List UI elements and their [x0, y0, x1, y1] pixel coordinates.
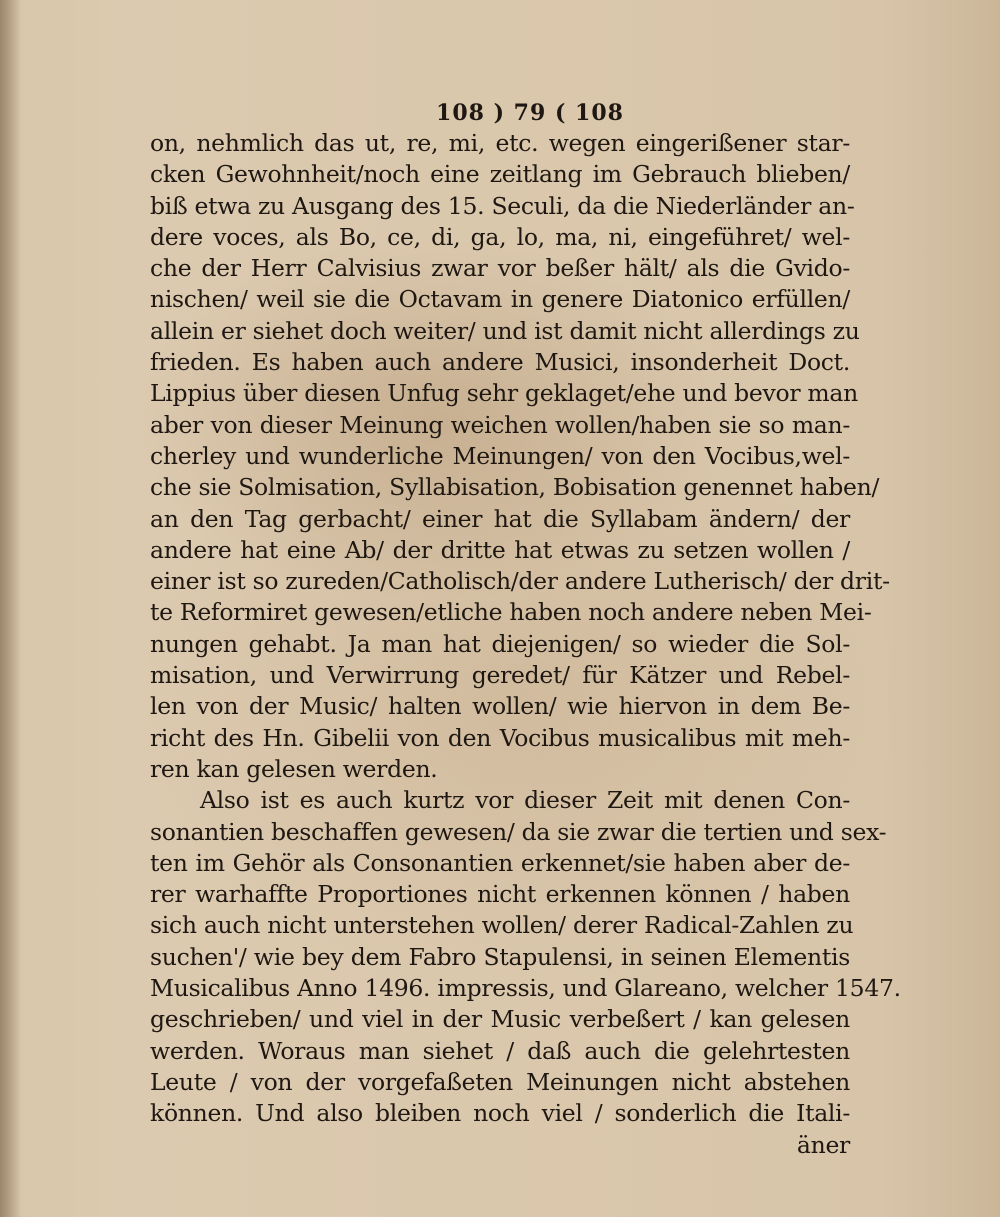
page-text-block [150, 100, 901, 1161]
text-line: andere hat eine Ab/ der dritte hat etwas zu setzen wollen / [150, 535, 850, 564]
text-line: richt des Hn. Gibelii von den Vocibus musicalibus mit meh- [150, 723, 850, 752]
text-line: Leute / von der vorgefaßeten Meinungen nicht abstehen [150, 1067, 850, 1096]
text-line: sonantien beschaffen gewesen/ da sie zwar die tertien und sex- [150, 817, 887, 846]
text-line: te Reformiret gewesen/etliche haben noch andere neben Mei- [150, 598, 872, 627]
text-line: ten im Gehör als Consonantien erkennet/sie haben aber de- [150, 848, 850, 877]
text-line: aber von dieser Meinung weichen wollen/haben sie so man- [150, 410, 850, 439]
text-line: nischen/ weil sie die Octavam in genere Diatonico erfüllen/ [150, 285, 850, 314]
text-line: che sie Solmisation, Syllabisation, Bobisation genennet haben/ [150, 473, 880, 502]
text-line: an den Tag gerbacht/ einer hat die Syllabam ändern/ der [150, 504, 850, 533]
text-line: werden. Woraus man siehet / daß auch die gelehrtesten [150, 1036, 850, 1065]
text-line: biß etwa zu Ausgang des 15. Seculi, da die Niederländer an- [150, 191, 855, 220]
page-gutter-shadow [0, 0, 22, 1217]
text-line: allein er siehet doch weiter/ und ist damit nicht allerdings zu [150, 316, 860, 345]
text-line: cherley und wunderliche Meinungen/ von den Vocibus,wel- [150, 441, 850, 470]
text-line: che der Herr Calvisius zwar vor beßer hält/ als die Gvido- [150, 254, 850, 283]
text-line: misation, und Verwirrung geredet/ für Kätzer und Rebel- [150, 661, 850, 690]
text-line: einer ist so zureden/Catholisch/der andere Lutherisch/ der drit- [150, 567, 890, 596]
text-line: on, nehmlich das ut, re, mi, etc. wegen eingerißener star- [150, 129, 850, 157]
text-line: Musicalibus Anno 1496. impressis, und Glareano, welcher 1547. [150, 974, 901, 1003]
text-line: Lippius über diesen Unfug sehr geklaget/ehe und bevor man [150, 379, 858, 408]
text-lines [150, 128, 901, 1130]
text-line: cken Gewohnheit/noch eine zeitlang im Gebrauch blieben/ [150, 160, 850, 189]
text-line: rer warhaffte Proportiones nicht erkennen können / haben [150, 880, 850, 909]
text-line: len von der Music/ halten wollen/ wie hiervon in dem Be- [150, 692, 850, 721]
text-line: Also ist es auch kurtz vor dieser Zeit mit denen Con- [200, 786, 850, 815]
catchword: äner [796, 1130, 850, 1159]
text-line: ren kan gelesen werden. [150, 754, 438, 783]
text-line: suchen'/ wie bey dem Fabro Stapulensi, in seinen Elementis [150, 942, 850, 971]
text-line: geschrieben/ und viel in der Music verbeßert / kan gelesen [150, 1005, 850, 1034]
text-line: nungen gehabt. Ja man hat diejenigen/ so wieder die Sol- [150, 629, 850, 658]
page-number-header: 108 ) 79 ( 108 [436, 100, 624, 126]
text-line: sich auch nicht unterstehen wollen/ derer Radical-Zahlen zu [150, 911, 854, 940]
text-line: frieden. Es haben auch andere Musici, insonderheit Doct. [150, 348, 850, 377]
text-line: können. Und also bleiben noch viel / sonderlich die Itali- [150, 1099, 850, 1128]
text-line: dere voces, als Bo, ce, di, ga, lo, ma, ni, eingeführet/ wel- [150, 222, 850, 251]
